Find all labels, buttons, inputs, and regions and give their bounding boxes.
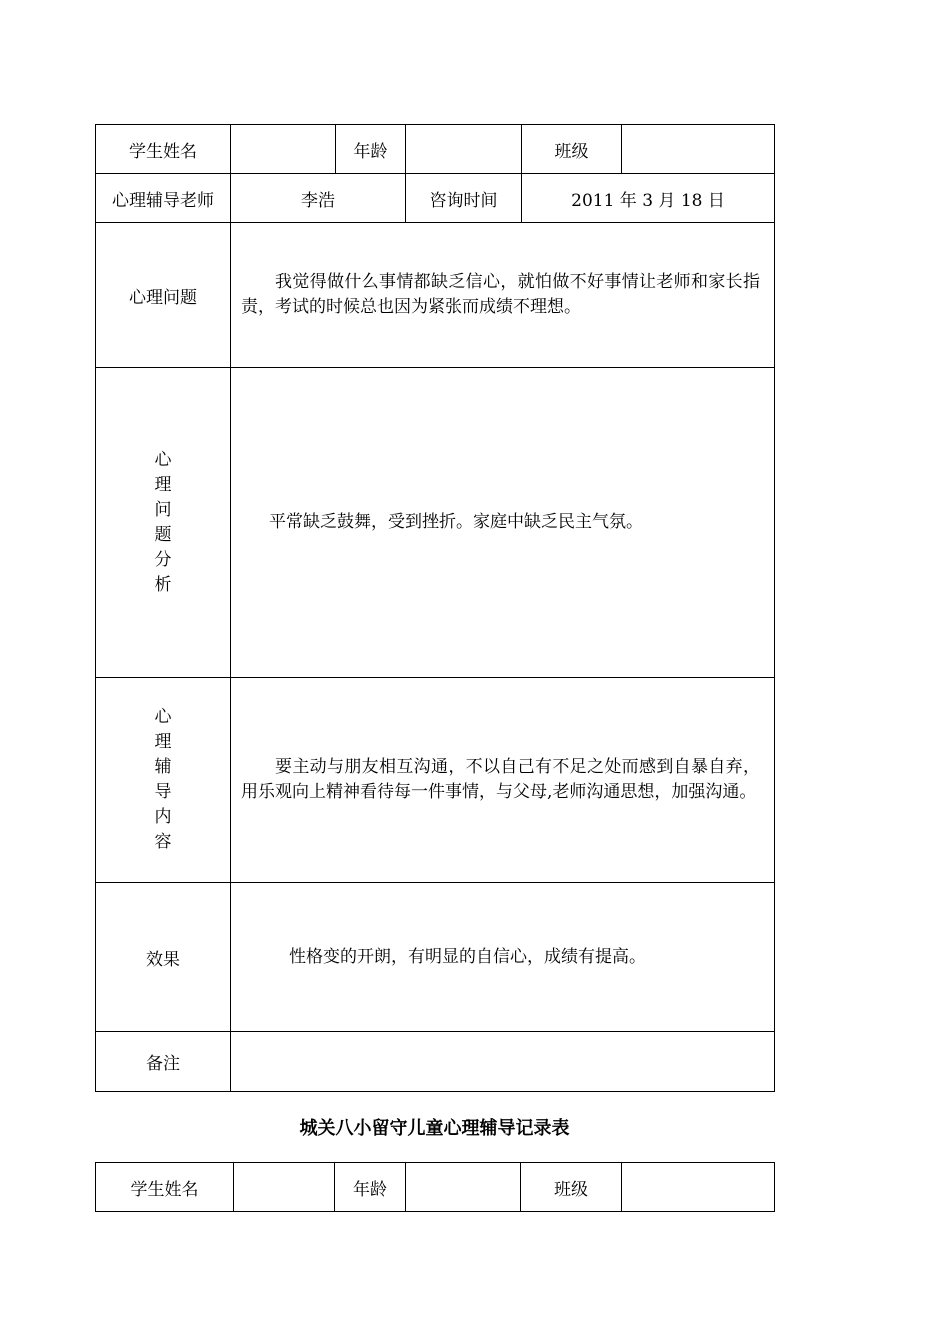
problem-label: 心理问题 (96, 223, 231, 368)
guidance-label-char: 心 (154, 707, 172, 727)
student-name-value (231, 125, 336, 174)
remarks-value (231, 1032, 775, 1092)
student-info-row (96, 1163, 775, 1212)
form-title: 城关八小留守儿童心理辅导记录表 (299, 1118, 570, 1139)
record-table-2 (95, 1162, 775, 1212)
effect-cell (231, 883, 775, 1032)
class-value (622, 125, 775, 174)
student-info-row (96, 125, 775, 174)
analysis-row (96, 368, 775, 678)
problem-row (96, 223, 775, 368)
analysis-label-char: 问 (154, 499, 172, 520)
guidance-cell (231, 678, 775, 883)
remarks-label: 备注 (96, 1032, 231, 1092)
consult-time-label: 咨询时间 (406, 174, 522, 223)
teacher-row (96, 174, 775, 223)
problem-cell (231, 223, 775, 368)
effect-label: 效果 (96, 883, 231, 1032)
analysis-label-char: 题 (154, 524, 172, 545)
guidance-row (96, 678, 775, 883)
student-name-label: 学生姓名 (96, 125, 231, 174)
guidance-label-char: 辅 (154, 757, 172, 777)
record-table-1 (95, 124, 775, 1092)
analysis-text: 平常缺乏鼓舞，受到挫折。家庭中缺乏民主气氛。 (269, 512, 643, 532)
student-name-value (234, 1163, 335, 1212)
age-value (406, 1163, 521, 1212)
problem-text: 我觉得做什么事情都缺乏信心，就怕做不好事情让老师和家长指责，考试的时候总也因为紧张而成绩不理想。 (241, 272, 760, 317)
class-label: 班级 (522, 125, 622, 174)
class-value (622, 1163, 775, 1212)
guidance-label-char: 容 (154, 832, 172, 852)
analysis-label-char: 理 (154, 474, 172, 495)
effect-row (96, 883, 775, 1032)
guidance-label-char: 导 (154, 782, 172, 802)
guidance-text: 要主动与朋友相互沟通，不以自己有不足之处而感到自暴自弃，用乐观向上精神看待每一件事情，与父母,老师沟通思想，加强沟通。 (241, 757, 760, 802)
guidance-label-char: 理 (154, 732, 172, 752)
effect-text: 性格变的开朗，有明显的自信心，成绩有提高。 (289, 946, 646, 967)
analysis-label-char: 分 (154, 549, 172, 570)
teacher-value: 李浩 (231, 174, 406, 223)
analysis-label-char: 析 (154, 574, 172, 595)
age-label: 年龄 (335, 1163, 406, 1212)
guidance-label-char: 内 (154, 807, 172, 827)
remarks-row (96, 1032, 775, 1092)
class-label: 班级 (521, 1163, 622, 1212)
consult-time-value: 2011 年 3 月 18 日 (522, 174, 775, 223)
analysis-label-char: 心 (154, 449, 172, 470)
teacher-label: 心理辅导老师 (96, 174, 231, 223)
student-name-label: 学生姓名 (96, 1163, 234, 1212)
analysis-label (96, 368, 231, 678)
analysis-cell (231, 368, 775, 678)
age-label: 年龄 (336, 125, 406, 174)
guidance-label (96, 678, 231, 883)
age-value (406, 125, 522, 174)
